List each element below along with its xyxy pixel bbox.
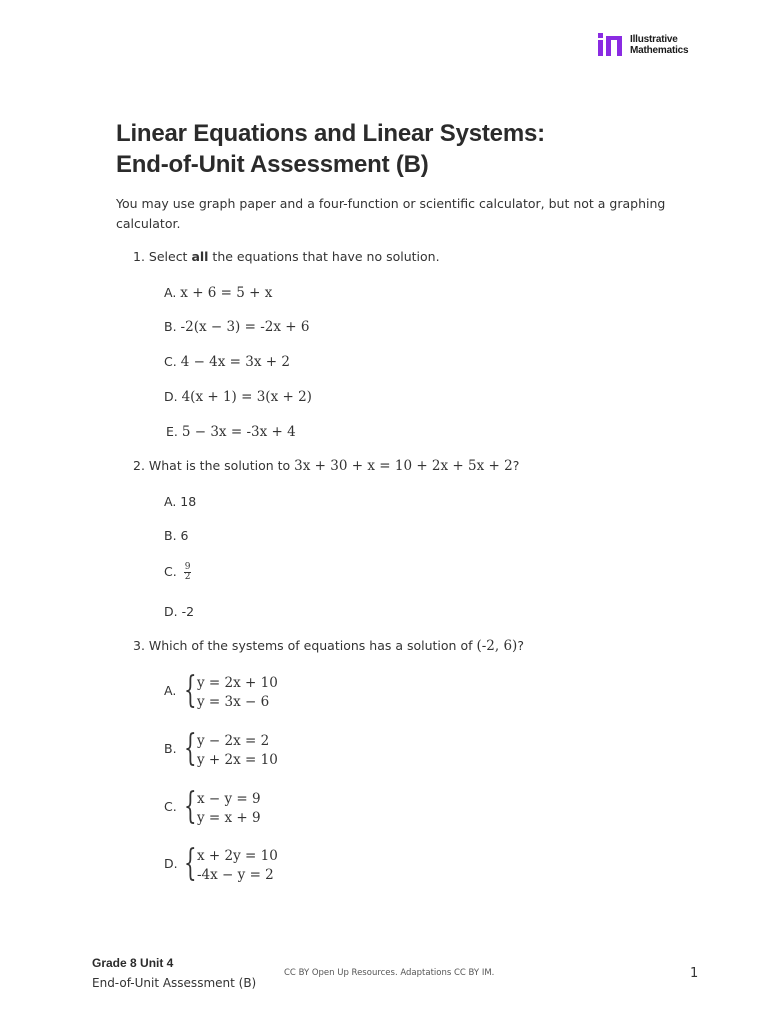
q1-option-b[interactable]: [164, 319, 309, 335]
left-brace-icon: {: [184, 786, 197, 827]
option-label: E.: [166, 424, 178, 439]
q1-bold: all: [191, 249, 209, 264]
fraction-denominator: 2: [184, 572, 191, 582]
q1-option-d[interactable]: [164, 389, 312, 405]
page-title: [116, 118, 545, 180]
system-equation-2: y = x + 9: [197, 810, 261, 826]
q3-point: (-2, 6): [476, 638, 518, 654]
option-label: C.: [164, 799, 177, 814]
q1-suffix: the equations that have no solution.: [208, 249, 440, 264]
system-equation-1: y = 2x + 10: [197, 675, 278, 691]
q1-option-c[interactable]: [164, 354, 290, 370]
option-equation: 4 − 4x = 3x + 2: [180, 354, 290, 370]
question-3-prompt: [133, 638, 524, 654]
option-label: D.: [164, 389, 178, 404]
option-label: C.: [164, 564, 177, 579]
left-brace-icon: {: [184, 728, 197, 769]
system-equation-2: -4x − y = 2: [197, 867, 274, 883]
logo-text: [630, 34, 688, 56]
logo-line-2: Mathematics: [630, 45, 689, 56]
q1-prefix: 1. Select: [133, 249, 192, 264]
question-2-prompt: [133, 458, 519, 474]
option-label: B.: [164, 741, 177, 756]
illustrative-mathematics-logo: [598, 33, 688, 57]
option-label: B.: [164, 528, 177, 543]
q2-prefix: 2. What is the solution to: [133, 458, 295, 473]
option-equation: 5 − 3x = -3x + 4: [181, 424, 296, 440]
q1-option-a[interactable]: [164, 285, 272, 301]
option-label: C.: [164, 354, 177, 369]
option-value: 6: [180, 528, 189, 543]
system-equation-1: x − y = 9: [197, 791, 261, 807]
option-label: B.: [164, 319, 177, 334]
option-value: -2: [181, 604, 195, 619]
q2-option-b[interactable]: [164, 528, 189, 543]
question-1-prompt: [133, 249, 440, 264]
option-equation: -2(x − 3) = -2x + 6: [180, 319, 310, 335]
option-equation: 4(x + 1) = 3(x + 2): [181, 389, 312, 405]
left-brace-icon: {: [184, 843, 197, 884]
option-label: D.: [164, 856, 178, 871]
option-equation: x + 6 = 5 + x: [180, 285, 273, 301]
q2-option-c[interactable]: [164, 563, 191, 582]
footer-license: CC BY Open Up Resources. Adaptations CC BY IM.: [284, 968, 495, 978]
instructions-line-2: calculator.: [116, 216, 181, 231]
option-label: A.: [164, 494, 177, 509]
left-brace-icon: {: [184, 670, 197, 711]
title-line-2: End-of-Unit Assessment (B): [116, 151, 429, 178]
q3-prefix: 3. Which of the systems of equations has a solution of: [133, 638, 477, 653]
q2-equation: 3x + 30 + x = 10 + 2x + 5x + 2: [294, 458, 513, 474]
instructions-line-1: You may use graph paper and a four-function or scientific calculator, but not a graphing: [116, 196, 666, 211]
footer-document-name: End-of-Unit Assessment (B): [92, 976, 257, 990]
footer-grade-unit: Grade 8 Unit 4: [92, 956, 174, 970]
option-label: A.: [164, 683, 177, 698]
option-label: D.: [164, 604, 178, 619]
system-equation-2: y = 3x − 6: [197, 694, 270, 710]
instructions: [116, 194, 676, 234]
q2-suffix: ?: [512, 458, 520, 473]
im-logo-mark-icon: [598, 33, 626, 57]
q3-suffix: ?: [517, 638, 524, 653]
q2-option-a[interactable]: [164, 494, 196, 509]
page-number: 1: [690, 966, 699, 981]
q2-option-d[interactable]: [164, 604, 194, 619]
fraction-numerator: 9: [184, 562, 191, 572]
option-label: A.: [164, 285, 177, 300]
option-value: 18: [180, 494, 197, 509]
logo-line-1: Illustrative: [630, 34, 678, 45]
system-equation-1: x + 2y = 10: [197, 848, 278, 864]
system-equation-1: y − 2x = 2: [197, 733, 270, 749]
title-line-1: Linear Equations and Linear Systems:: [116, 120, 545, 147]
fraction: [184, 563, 192, 582]
system-equation-2: y + 2x = 10: [197, 752, 278, 768]
q1-option-e[interactable]: [166, 424, 296, 440]
